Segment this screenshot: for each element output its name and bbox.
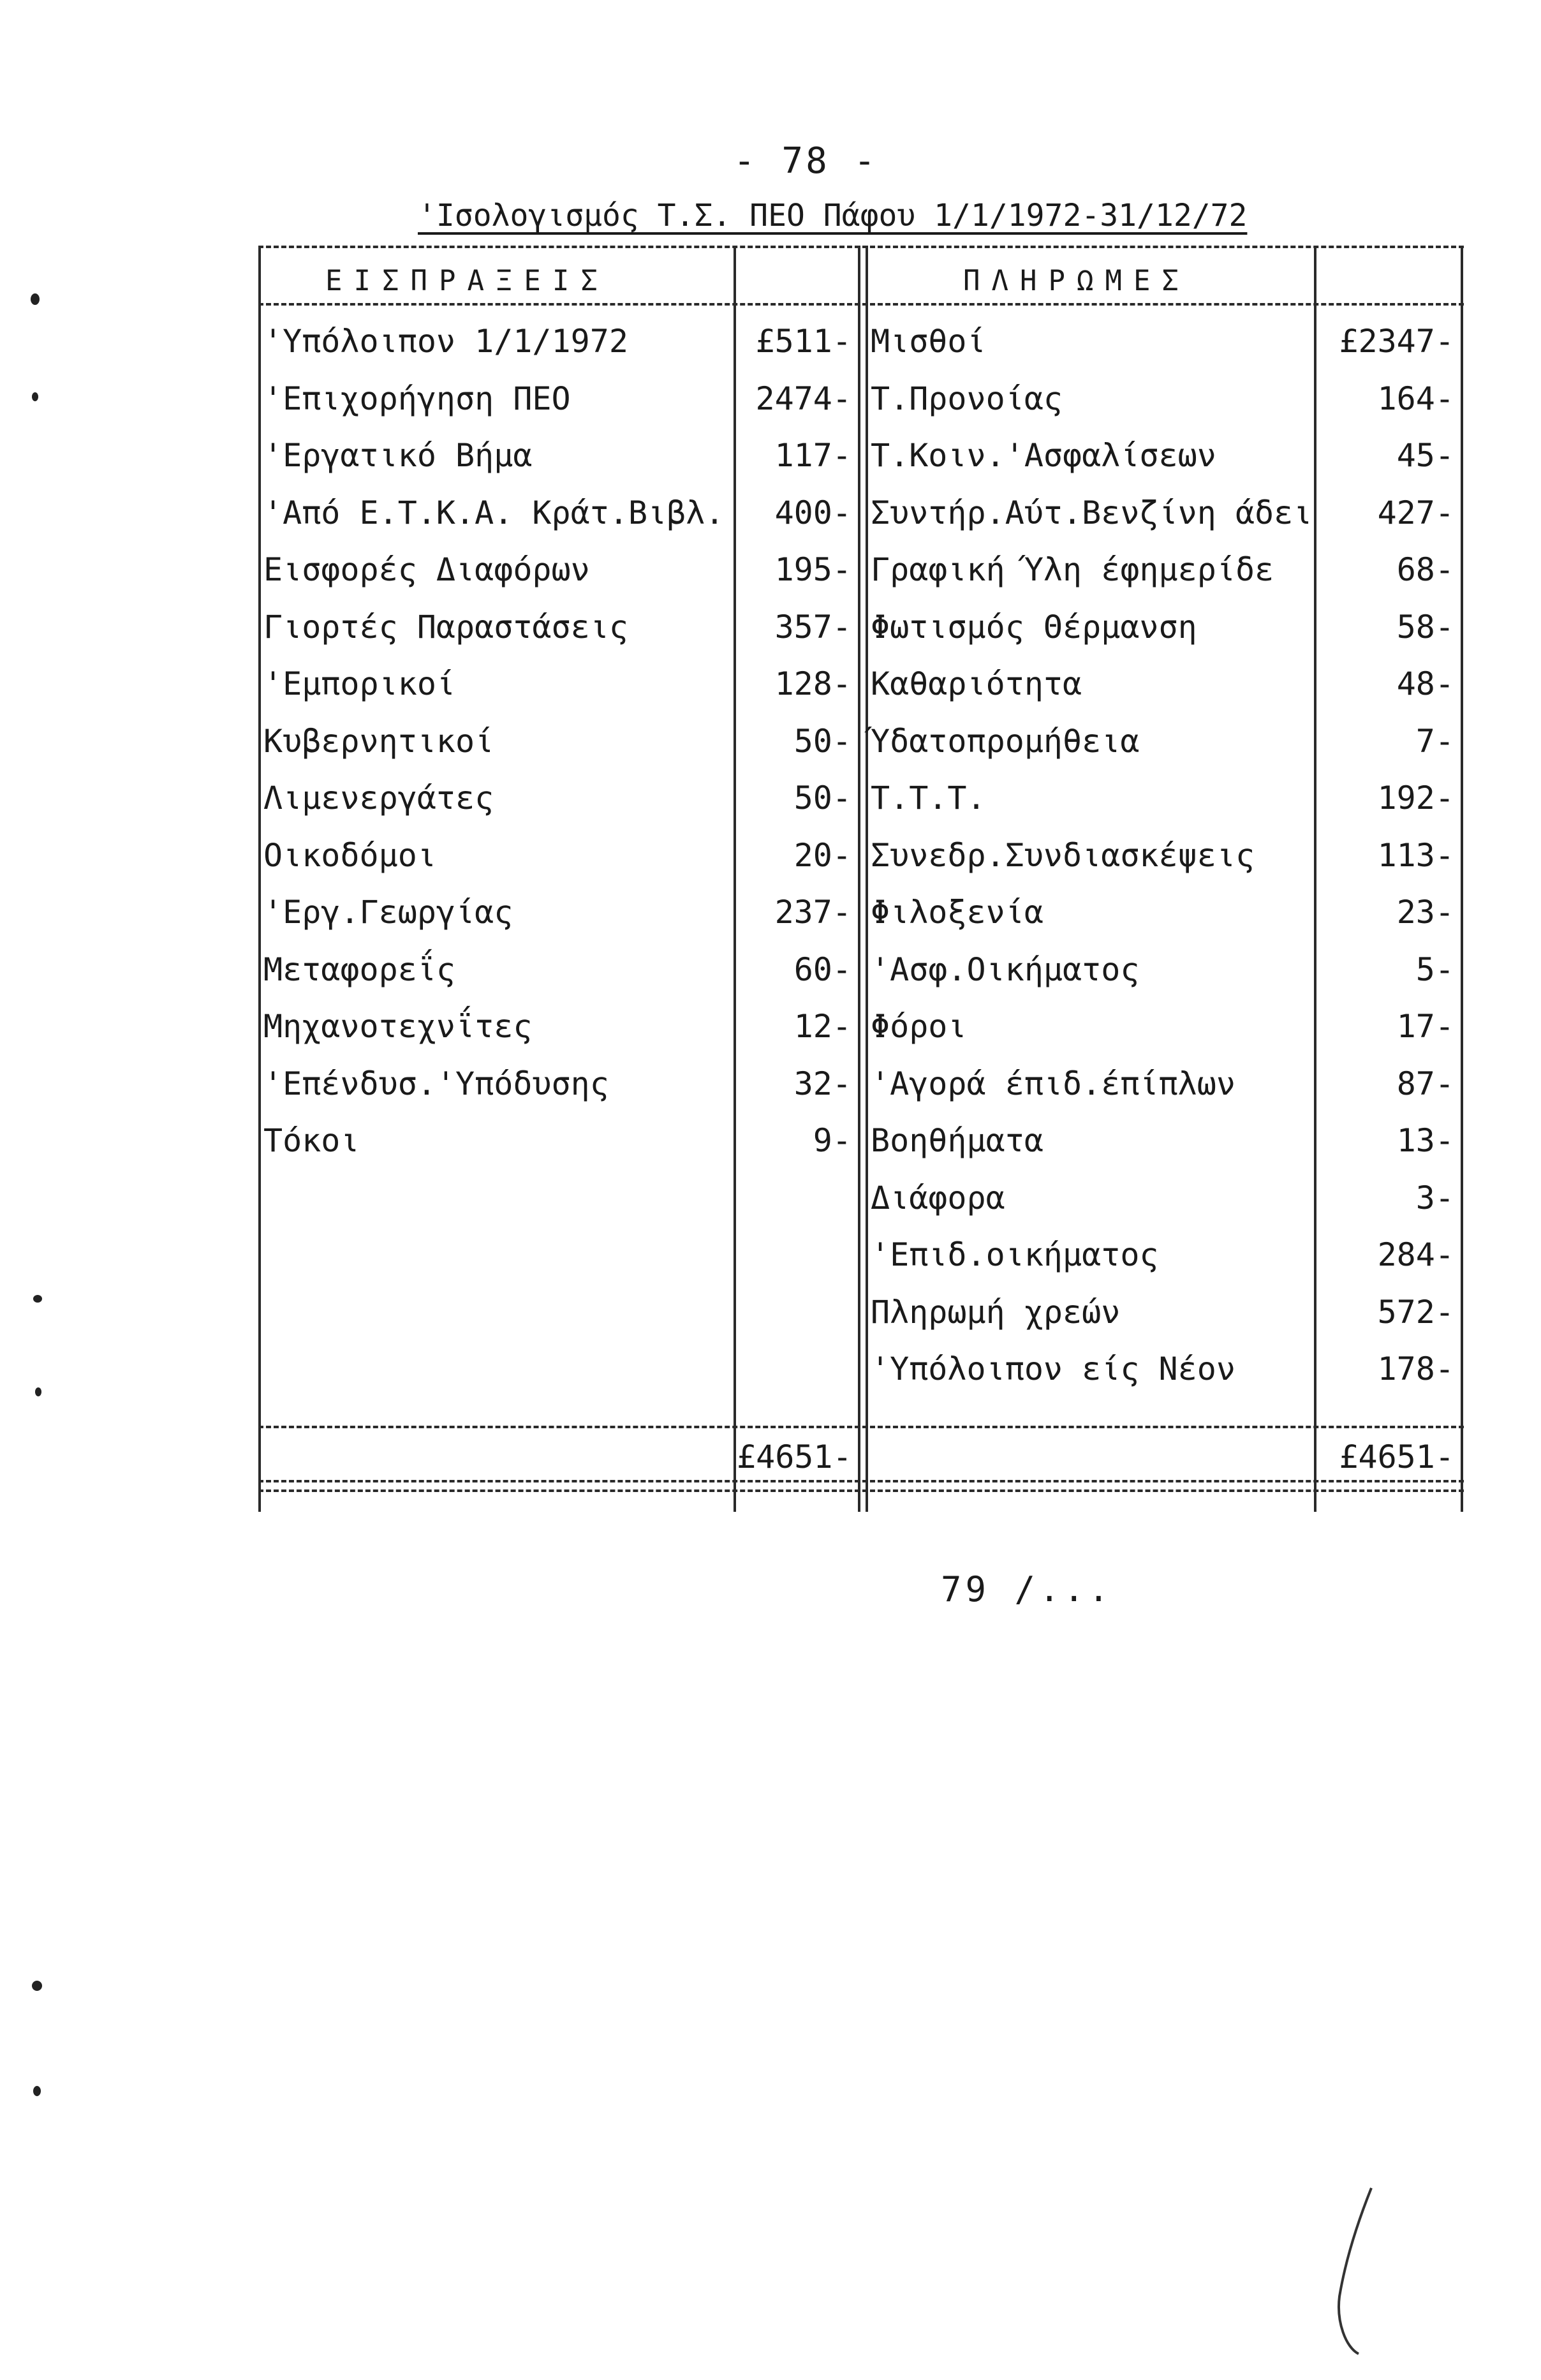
payments-row-amount: 45- bbox=[1396, 437, 1454, 474]
payments-row-label: 'Αγορά έπιδ.έπίπλων bbox=[871, 1065, 1235, 1102]
scan-speck bbox=[33, 2086, 41, 2096]
continuation-note: 79 /... bbox=[941, 1569, 1113, 1609]
receipts-row-label: 'Εμπορικοί bbox=[263, 665, 456, 702]
payments-row-amount: 23- bbox=[1396, 894, 1454, 931]
payments-total: £4651- bbox=[1339, 1438, 1454, 1475]
payments-row-amount: 58- bbox=[1396, 609, 1454, 646]
receipts-row-amount: 128- bbox=[774, 665, 852, 702]
center-divider bbox=[858, 246, 868, 1512]
payments-row-amount: 68- bbox=[1396, 551, 1454, 588]
payments-row-amount: 7- bbox=[1415, 723, 1454, 760]
payments-row-label: 'Επιδ.οικήματος bbox=[871, 1236, 1159, 1273]
payments-row-amount: 113- bbox=[1377, 837, 1454, 874]
payments-row-amount: 572- bbox=[1377, 1294, 1454, 1331]
payments-row-amount: 427- bbox=[1377, 494, 1454, 531]
payments-row-label: Ύδατοπρομήθεια bbox=[871, 723, 1140, 760]
receipts-amount-divider bbox=[734, 246, 736, 1512]
payments-row-label: Τ.Τ.Τ. bbox=[871, 780, 986, 817]
receipts-row-label: 'Εργατικό Βήμα bbox=[263, 437, 533, 474]
payments-row-label: Μισθοί bbox=[871, 323, 986, 360]
payments-row-amount: 3- bbox=[1415, 1179, 1454, 1216]
receipts-row-label: Κυβερνητικοί bbox=[263, 723, 494, 760]
scan-speck bbox=[32, 392, 38, 401]
receipts-total: £4651- bbox=[737, 1438, 852, 1475]
payments-row-amount: 164- bbox=[1377, 380, 1454, 417]
receipts-row-label: 'Επένδυσ.'Υπόδυσης bbox=[263, 1065, 609, 1102]
payments-row-amount: 17- bbox=[1396, 1008, 1454, 1045]
receipts-row-label: 'Υπόλοιπον 1/1/1972 bbox=[263, 323, 628, 360]
receipts-heading: ΕΙΣΠΡΑΞΕΙΣ bbox=[325, 265, 609, 297]
left-border bbox=[258, 246, 261, 1512]
scan-speck bbox=[35, 1387, 41, 1396]
payments-row-label: Πληρωμή χρεών bbox=[871, 1294, 1121, 1331]
receipts-row-label: Οικοδόμοι bbox=[263, 837, 436, 874]
receipts-row-label: Γιορτές Παραστάσεις bbox=[263, 609, 628, 646]
receipts-row-amount: 117- bbox=[774, 437, 852, 474]
payments-row-amount: £2347- bbox=[1339, 323, 1454, 360]
payments-row-label: Τ.Προνοίας bbox=[871, 380, 1063, 417]
payments-row-amount: 192- bbox=[1377, 780, 1454, 817]
payments-row-label: Διάφορα bbox=[871, 1179, 1005, 1216]
payments-row-label: Τ.Κοιν.'Ασφαλίσεων bbox=[871, 437, 1216, 474]
receipts-row-amount: 60- bbox=[793, 951, 852, 988]
payments-row-label: Συντήρ.Αύτ.Βενζίνη άδει bbox=[871, 494, 1313, 531]
payments-heading: ΠΛΗΡΩΜΕΣ bbox=[963, 265, 1190, 297]
scan-speck bbox=[32, 1981, 42, 1991]
payments-row-label: Φωτισμός Θέρμανση bbox=[871, 609, 1197, 646]
payments-row-amount: 48- bbox=[1396, 665, 1454, 702]
receipts-row-amount: 2474- bbox=[755, 380, 852, 417]
payments-row-label: Καθαριότητα bbox=[871, 665, 1082, 702]
payments-row-amount: 13- bbox=[1396, 1122, 1454, 1159]
payments-row-amount: 87- bbox=[1396, 1065, 1454, 1102]
payments-row-label: Βοηθήματα bbox=[871, 1122, 1043, 1159]
payments-amount-divider bbox=[1314, 246, 1316, 1512]
receipts-row-amount: 9- bbox=[813, 1122, 852, 1159]
receipts-row-label: Τόκοι bbox=[263, 1122, 360, 1159]
receipts-row-amount: £511- bbox=[755, 323, 852, 360]
receipts-row-label: Λιμενεργάτες bbox=[263, 780, 494, 817]
receipts-row-label: 'Εργ.Γεωργίας bbox=[263, 894, 513, 931]
pen-mark bbox=[1320, 2182, 1397, 2360]
receipts-row-amount: 32- bbox=[793, 1065, 852, 1102]
receipts-row-amount: 357- bbox=[774, 609, 852, 646]
receipts-row-label: Μηχανοτεχνΐτες bbox=[263, 1008, 533, 1045]
payments-row-amount: 5- bbox=[1415, 951, 1454, 988]
page-number: - 78 - bbox=[734, 140, 878, 182]
receipts-row-label: 'Από Ε.Τ.Κ.Α. Κράτ.Βιβλ. bbox=[263, 494, 725, 531]
receipts-row-amount: 12- bbox=[793, 1008, 852, 1045]
balance-sheet-table bbox=[258, 246, 1464, 1512]
receipts-row-amount: 50- bbox=[793, 780, 852, 817]
receipts-row-amount: 400- bbox=[774, 494, 852, 531]
receipts-row-amount: 50- bbox=[793, 723, 852, 760]
receipts-row-amount: 20- bbox=[793, 837, 852, 874]
scan-speck bbox=[33, 1295, 42, 1303]
payments-row-label: Γραφική Ύλη έφημερίδε bbox=[871, 551, 1274, 588]
receipts-row-label: 'Επιχορήγηση ΠΕΟ bbox=[263, 380, 571, 417]
payments-row-label: Φόροι bbox=[871, 1008, 967, 1045]
payments-row-label: 'Υπόλοιπον είς Νέον bbox=[871, 1350, 1235, 1387]
document-title: 'Ισολογισμός Τ.Σ. ΠΕΟ Πάφου 1/1/1972-31/12/72 bbox=[418, 198, 1248, 233]
payments-row-label: Συνεδρ.Συνδιασκέψεις bbox=[871, 837, 1255, 874]
payments-row-amount: 178- bbox=[1377, 1350, 1454, 1387]
receipts-row-amount: 237- bbox=[774, 894, 852, 931]
payments-row-label: 'Ασφ.Οικήματος bbox=[871, 951, 1140, 988]
receipts-row-amount: 195- bbox=[774, 551, 852, 588]
right-border bbox=[1461, 246, 1463, 1512]
scan-speck bbox=[31, 293, 40, 305]
receipts-row-label: Μεταφορεΐς bbox=[263, 951, 456, 988]
receipts-row-label: Εισφορές Διαφόρων bbox=[263, 551, 590, 588]
payments-row-label: Φιλοξενία bbox=[871, 894, 1043, 931]
payments-row-amount: 284- bbox=[1377, 1236, 1454, 1273]
